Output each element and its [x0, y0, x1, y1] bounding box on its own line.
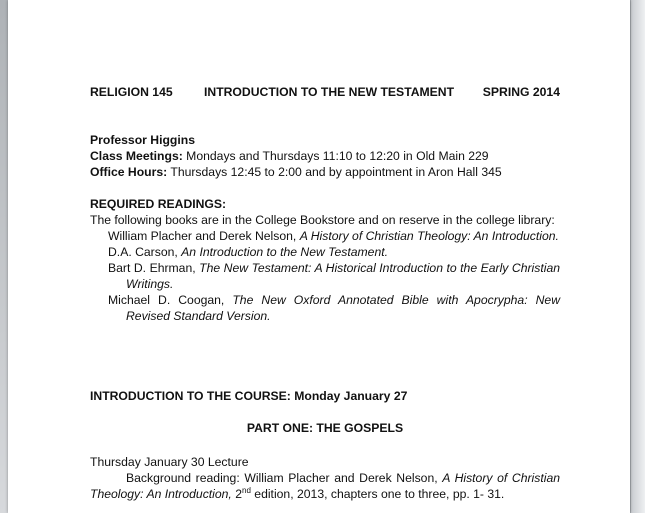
office-hours-value: Thursdays 12:45 to 2:00 and by appointment in Aron Hall 345 — [167, 165, 502, 179]
vertical-scrollbar[interactable] — [630, 0, 645, 513]
lecture-entry — [90, 454, 560, 502]
part-one-heading: PART ONE: THE GOSPELS — [246, 421, 404, 435]
office-hours-label: Office Hours: — [90, 165, 168, 179]
class-meetings-value: Mondays and Thursdays 11:10 to 12:20 in Old Main 229 — [182, 149, 489, 163]
course-header — [90, 84, 560, 100]
professor-name: Professor Higgins — [90, 133, 195, 147]
required-readings — [90, 196, 560, 324]
lecture-title: Thursday January 30 Lecture — [90, 455, 249, 469]
background-reading: Background reading: William Placher and Derek Nelson, A History of Christian Theology: An Introduction, 2nd edition, 2013, chapters one to three, pp. 1- 31. — [90, 471, 561, 501]
course-info — [90, 132, 560, 180]
course-title: INTRODUCTION TO THE NEW TESTAMENT — [204, 85, 455, 99]
book-item: D.A. Carson, An Introduction to the New Testament. — [108, 245, 389, 259]
class-meetings-label: Class Meetings: — [90, 149, 183, 163]
course-code: RELIGION 145 — [90, 85, 173, 99]
document-page[interactable] — [8, 0, 630, 513]
readings-intro: The following books are in the College Bookstore and on reserve in the college library: — [90, 213, 555, 227]
office-hours — [90, 164, 560, 180]
course-term: SPRING 2014 — [482, 85, 560, 99]
intro-course-heading: INTRODUCTION TO THE COURSE: Monday January 27 — [90, 389, 408, 403]
book-item: Michael D. Coogan, The New Oxford Annotated Bible with Apocrypha: New Revised Standard Version. — [108, 293, 560, 323]
class-meetings — [90, 148, 560, 164]
book-item: William Placher and Derek Nelson, A History of Christian Theology: An Introduction. — [108, 229, 559, 243]
book-item: Bart D. Ehrman, The New Testament: A Historical Introduction to the Early Christian Writings. — [108, 261, 561, 291]
readings-heading: REQUIRED READINGS: — [90, 197, 227, 211]
